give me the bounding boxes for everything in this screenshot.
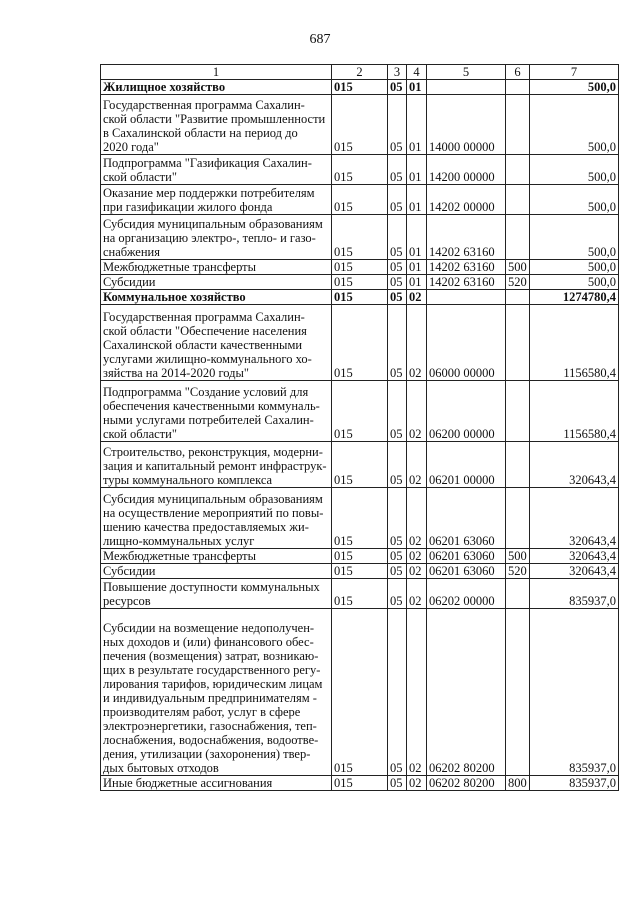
- expense-type-cell: [506, 579, 530, 609]
- amount-cell: 500,0: [530, 185, 619, 215]
- column-header: 2: [332, 65, 388, 80]
- expense-type-cell: [506, 381, 530, 442]
- subsection-cell: 01: [407, 260, 427, 275]
- expense-type-cell: 520: [506, 275, 530, 290]
- table-row: [101, 275, 619, 290]
- amount-cell: 320643,4: [530, 442, 619, 488]
- page-number: 687: [309, 32, 331, 47]
- section-cell: 05: [388, 185, 407, 215]
- amount-cell: 1156580,4: [530, 305, 619, 381]
- row-name-cell: Государственная программа Сахалин- ской области "Развитие промышленности в Сахалинской области на период до 2020 года": [101, 95, 332, 155]
- admin-code-cell: 015: [332, 275, 388, 290]
- section-cell: 05: [388, 260, 407, 275]
- section-cell: 05: [388, 215, 407, 260]
- row-name-cell: Иные бюджетные ассигнования: [101, 776, 332, 791]
- target-item-cell: 06201 63060: [427, 564, 506, 579]
- target-item-cell: 06202 00000: [427, 579, 506, 609]
- amount-cell: 835937,0: [530, 776, 619, 791]
- subsection-cell: 01: [407, 80, 427, 95]
- admin-code-cell: 015: [332, 80, 388, 95]
- column-header: 6: [506, 65, 530, 80]
- row-name-cell: Субсидия муниципальным образованиям на осуществление мероприятий по повы- шению качества предоставляемых жи- лищно-коммунальных услуг: [101, 488, 332, 549]
- admin-code-cell: 015: [332, 488, 388, 549]
- column-header: 1: [101, 65, 332, 80]
- subsection-cell: 01: [407, 95, 427, 155]
- subsection-cell: 02: [407, 442, 427, 488]
- subsection-cell: 01: [407, 215, 427, 260]
- amount-cell: 500,0: [530, 95, 619, 155]
- target-item-cell: 14202 63160: [427, 215, 506, 260]
- row-name-cell: Коммунальное хозяйство: [101, 290, 332, 305]
- row-name-cell: Повышение доступности коммунальных ресурсов: [101, 579, 332, 609]
- expense-type-cell: [506, 185, 530, 215]
- row-name-cell: Субсидии на возмещение недополучен- ных доходов и (или) финансового обес- печения (возмещения) затрат, возникаю- щих в результате государственного регу- лирования тарифов, юридическим лицам и индивидуальным предпринимателям - производителям работ, услуг в сфере электроэнергетики, газоснабжения, теп- лоснабжения, водоснабжения, водоотве- дения, утилизации (захоронения) твер- дых бытовых отходов: [101, 609, 332, 776]
- target-item-cell: 14000 00000: [427, 95, 506, 155]
- row-name-cell: Субсидия муниципальным образованиям на организацию электро-, тепло- и газо- снабжения: [101, 215, 332, 260]
- admin-code-cell: 015: [332, 290, 388, 305]
- target-item-cell: 14202 63160: [427, 260, 506, 275]
- subsection-cell: 01: [407, 275, 427, 290]
- subsection-cell: 02: [407, 290, 427, 305]
- row-name-cell: Государственная программа Сахалин- ской области "Обеспечение населения Сахалинской области качественными услугами жилищно-коммунального хо- зяйства на 2014-2020 годы": [101, 305, 332, 381]
- row-name-cell: Подпрограмма "Газификация Сахалин- ской области": [101, 155, 332, 185]
- admin-code-cell: 015: [332, 579, 388, 609]
- row-name-cell: Межбюджетные трансферты: [101, 549, 332, 564]
- subsection-cell: 02: [407, 564, 427, 579]
- admin-code-cell: 015: [332, 215, 388, 260]
- expense-type-cell: [506, 488, 530, 549]
- table-row: [101, 549, 619, 564]
- column-header: 3: [388, 65, 407, 80]
- column-header: 7: [530, 65, 619, 80]
- expense-type-cell: [506, 155, 530, 185]
- amount-cell: 500,0: [530, 260, 619, 275]
- amount-cell: 1156580,4: [530, 381, 619, 442]
- amount-cell: 500,0: [530, 155, 619, 185]
- admin-code-cell: 015: [332, 185, 388, 215]
- target-item-cell: 14202 63160: [427, 275, 506, 290]
- subsection-cell: 02: [407, 488, 427, 549]
- expense-type-cell: 500: [506, 549, 530, 564]
- amount-cell: 1274780,4: [530, 290, 619, 305]
- amount-cell: 835937,0: [530, 579, 619, 609]
- section-cell: 05: [388, 442, 407, 488]
- table-row: [101, 215, 619, 260]
- subsection-cell: 02: [407, 549, 427, 564]
- target-item-cell: 06200 00000: [427, 381, 506, 442]
- amount-cell: 500,0: [530, 275, 619, 290]
- row-name-cell: Субсидии: [101, 564, 332, 579]
- column-header: 4: [407, 65, 427, 80]
- section-cell: 05: [388, 488, 407, 549]
- section-cell: 05: [388, 564, 407, 579]
- target-item-cell: 06201 63060: [427, 549, 506, 564]
- table-row: [101, 381, 619, 442]
- target-item-cell: 06202 80200: [427, 776, 506, 791]
- expense-type-cell: [506, 442, 530, 488]
- budget-table: [100, 64, 619, 791]
- table-row: [101, 155, 619, 185]
- section-cell: 05: [388, 290, 407, 305]
- table-row: [101, 488, 619, 549]
- amount-cell: 835937,0: [530, 609, 619, 776]
- target-item-cell: 06201 63060: [427, 488, 506, 549]
- table-body: [101, 65, 619, 791]
- row-name-cell: Жилищное хозяйство: [101, 80, 332, 95]
- amount-cell: 320643,4: [530, 488, 619, 549]
- target-item-cell: [427, 290, 506, 305]
- table-row: [101, 776, 619, 791]
- row-name-cell: Строительство, реконструкция, модерни- зация и капитальный ремонт инфраструк- туры коммунального комплекса: [101, 442, 332, 488]
- section-row: [101, 80, 619, 95]
- expense-type-cell: [506, 80, 530, 95]
- section-cell: 05: [388, 80, 407, 95]
- column-header: 5: [427, 65, 506, 80]
- admin-code-cell: 015: [332, 260, 388, 275]
- target-item-cell: 06202 80200: [427, 609, 506, 776]
- row-name-cell: Межбюджетные трансферты: [101, 260, 332, 275]
- admin-code-cell: 015: [332, 95, 388, 155]
- expense-type-cell: 520: [506, 564, 530, 579]
- subsection-cell: 02: [407, 305, 427, 381]
- admin-code-cell: 015: [332, 549, 388, 564]
- section-cell: 05: [388, 609, 407, 776]
- section-cell: 05: [388, 155, 407, 185]
- amount-cell: 320643,4: [530, 549, 619, 564]
- section-cell: 05: [388, 549, 407, 564]
- subsection-cell: 02: [407, 381, 427, 442]
- expense-type-cell: 800: [506, 776, 530, 791]
- row-name-cell: Подпрограмма "Создание условий для обеспечения качественными коммуналь- ными услугами потребителей Сахалин- ской области": [101, 381, 332, 442]
- table-row: [101, 185, 619, 215]
- subsection-cell: 02: [407, 579, 427, 609]
- expense-type-cell: 500: [506, 260, 530, 275]
- row-name-cell: Оказание мер поддержки потребителям при газификации жилого фонда: [101, 185, 332, 215]
- table-row: [101, 95, 619, 155]
- expense-type-cell: [506, 609, 530, 776]
- table-row: [101, 609, 619, 776]
- section-cell: 05: [388, 95, 407, 155]
- section-cell: 05: [388, 381, 407, 442]
- admin-code-cell: 015: [332, 442, 388, 488]
- admin-code-cell: 015: [332, 381, 388, 442]
- admin-code-cell: 015: [332, 776, 388, 791]
- subsection-cell: 01: [407, 155, 427, 185]
- subsection-cell: 02: [407, 776, 427, 791]
- target-item-cell: 14202 00000: [427, 185, 506, 215]
- amount-cell: 500,0: [530, 80, 619, 95]
- admin-code-cell: 015: [332, 609, 388, 776]
- admin-code-cell: 015: [332, 305, 388, 381]
- table-row: [101, 260, 619, 275]
- expense-type-cell: [506, 215, 530, 260]
- table-row: [101, 564, 619, 579]
- target-item-cell: [427, 80, 506, 95]
- section-cell: 05: [388, 275, 407, 290]
- amount-cell: 500,0: [530, 215, 619, 260]
- table-row: [101, 305, 619, 381]
- target-item-cell: 06201 00000: [427, 442, 506, 488]
- table-header-row: [101, 65, 619, 80]
- section-cell: 05: [388, 579, 407, 609]
- section-cell: 05: [388, 776, 407, 791]
- expense-type-cell: [506, 95, 530, 155]
- admin-code-cell: 015: [332, 564, 388, 579]
- expense-type-cell: [506, 290, 530, 305]
- table-row: [101, 579, 619, 609]
- row-name-cell: Субсидии: [101, 275, 332, 290]
- section-row: [101, 290, 619, 305]
- table-row: [101, 442, 619, 488]
- subsection-cell: 01: [407, 185, 427, 215]
- section-cell: 05: [388, 305, 407, 381]
- expense-type-cell: [506, 305, 530, 381]
- amount-cell: 320643,4: [530, 564, 619, 579]
- target-item-cell: 14200 00000: [427, 155, 506, 185]
- admin-code-cell: 015: [332, 155, 388, 185]
- subsection-cell: 02: [407, 609, 427, 776]
- target-item-cell: 06000 00000: [427, 305, 506, 381]
